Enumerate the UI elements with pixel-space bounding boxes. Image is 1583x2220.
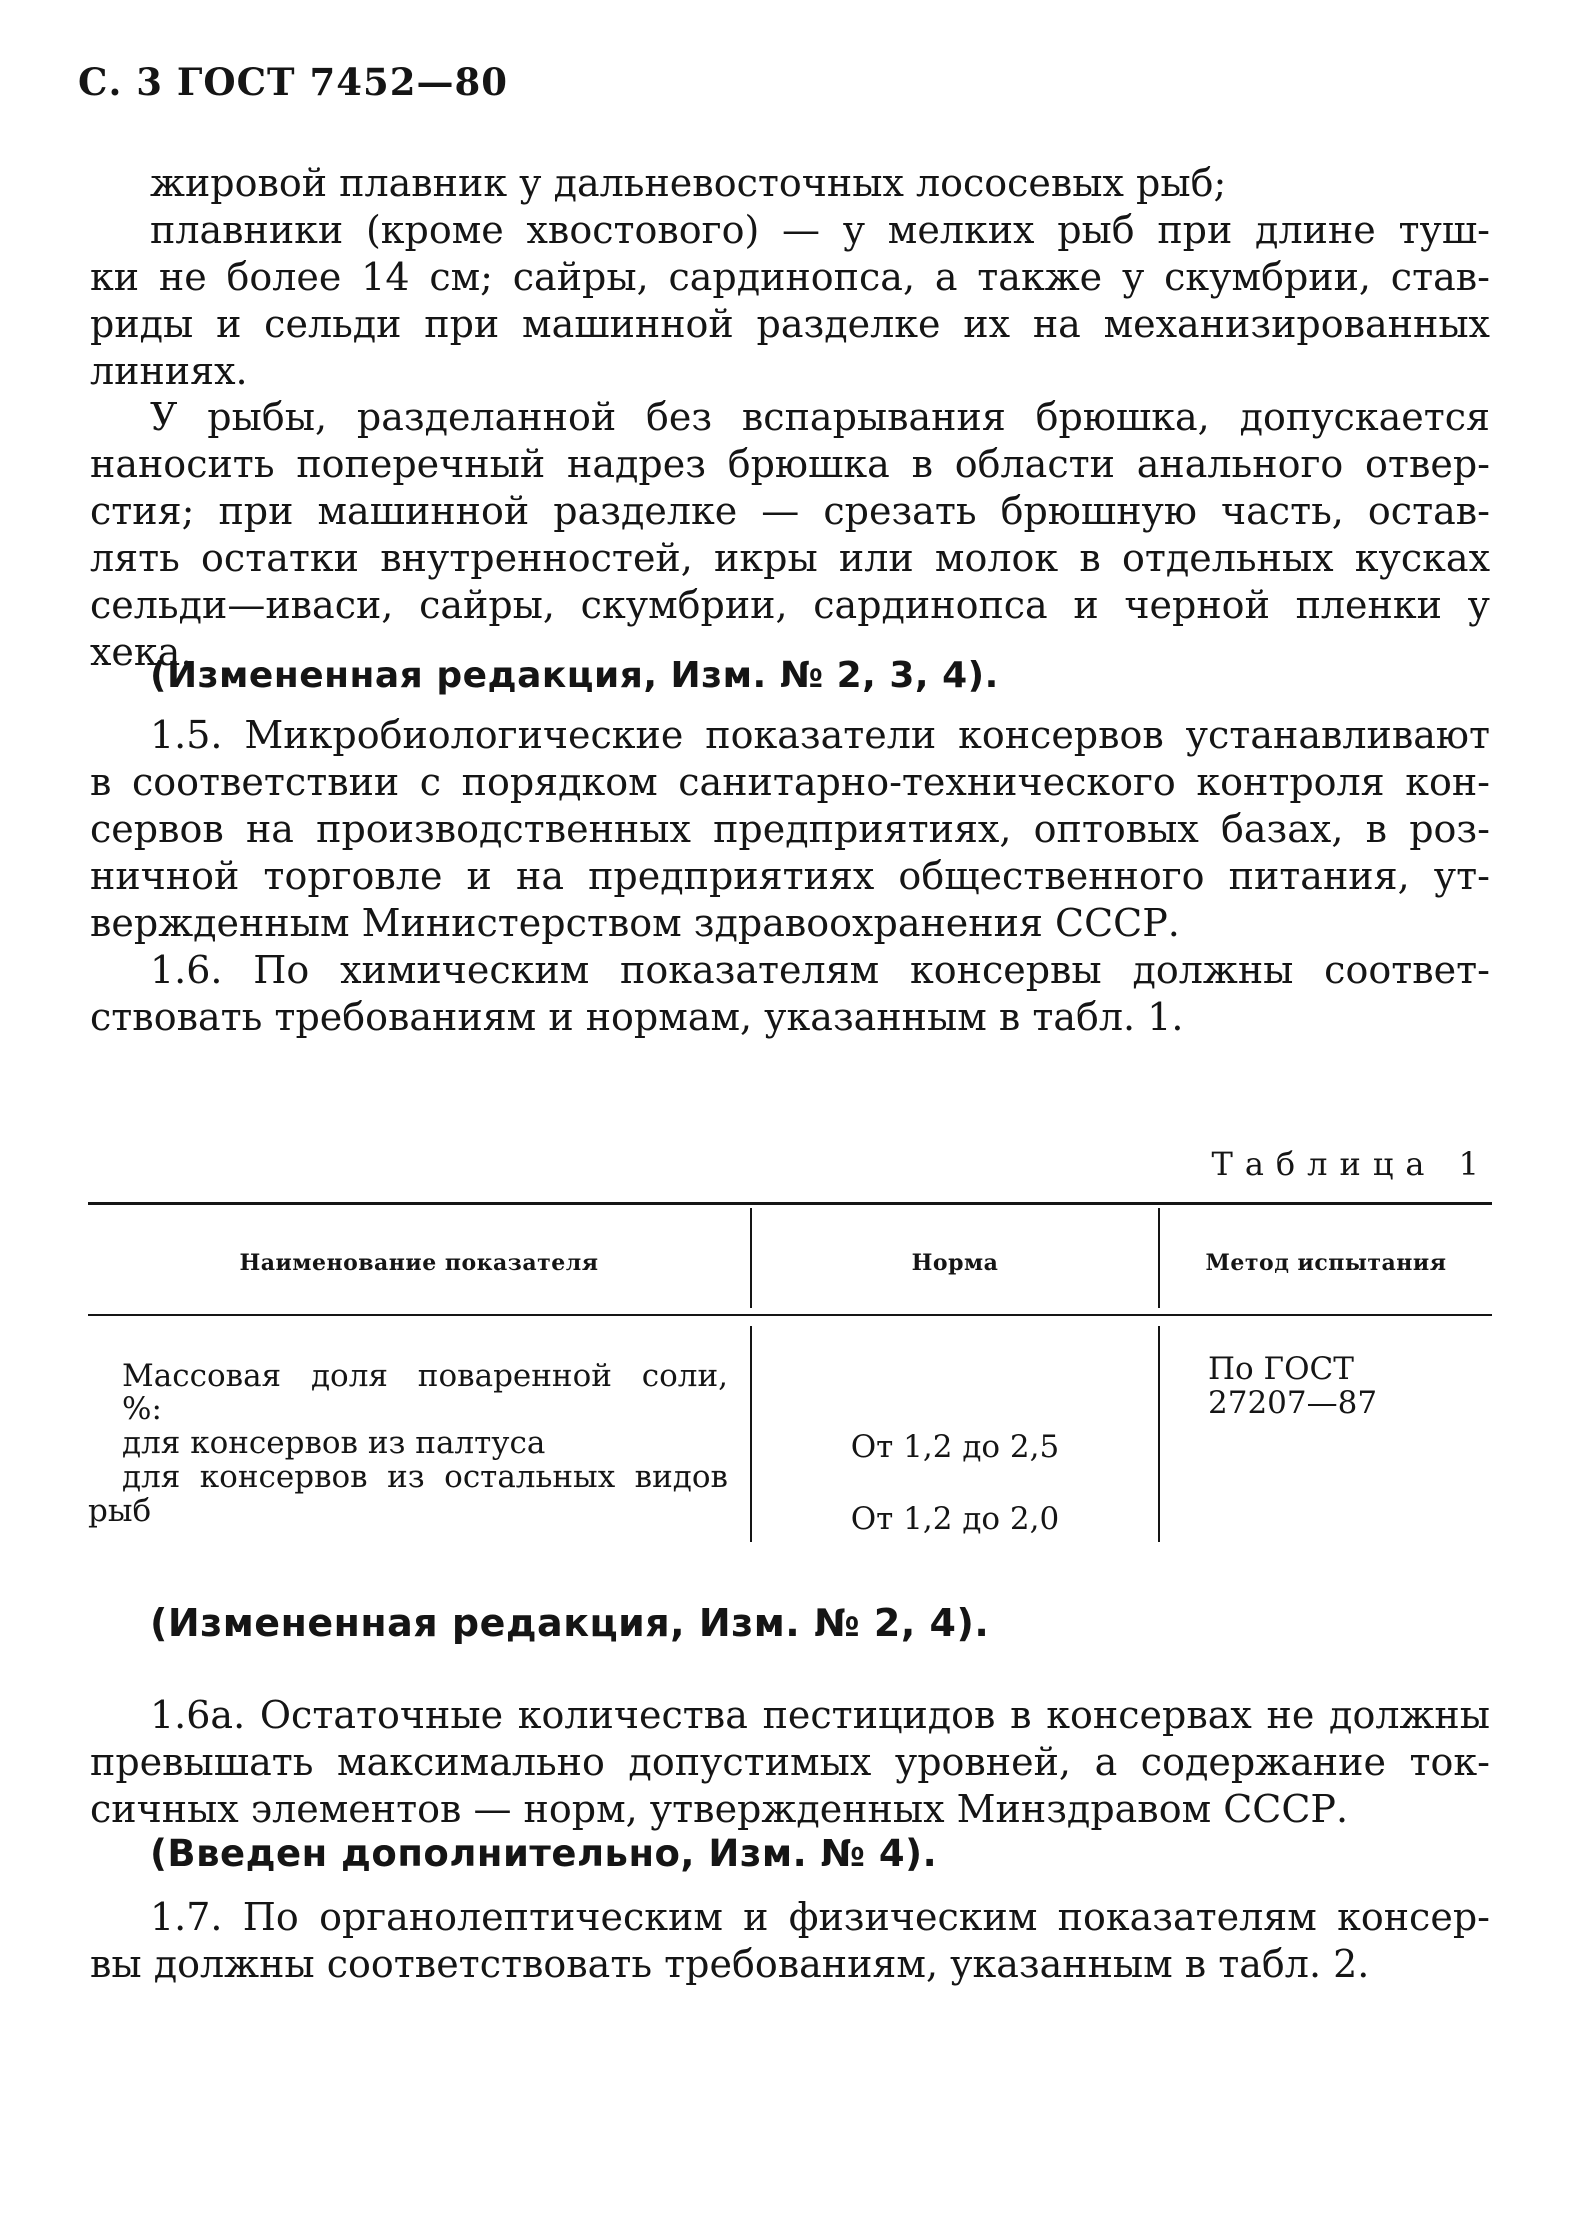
cell-norm: От 1,2 до 2,0 [850, 1501, 1060, 1537]
paragraph-1-6a [150, 1692, 1490, 1739]
revision-note-1: (Измененная редакция, Изм. № 2, 3, 4). [150, 655, 999, 696]
text-line: У рыбы, разделанной без вспарывания брюшка, допускается [150, 395, 1490, 439]
text-line: ки не более 14 см; сайры, сардинопса, а также у скумбрии, став- [90, 255, 1490, 299]
paragraph-1-7 [150, 1894, 1490, 1941]
text-line: ствовать требованиям и нормам, указанным в табл. 1. [90, 995, 1184, 1039]
table-header-rule [88, 1314, 1492, 1316]
text-line: лять остатки внутренностей, икры или молок в отдельных кусках [90, 536, 1490, 580]
revision-note-2: (Измененная редакция, Изм. № 2, 4). [150, 1601, 990, 1645]
cell-name-line: Массовая доля поваренной соли, [122, 1358, 728, 1394]
text-line: вержденным Министерством здравоохранения СССР. [90, 901, 1180, 945]
text-line: ничной торговле и на предприятиях общественного питания, ут- [90, 854, 1490, 898]
cell-name-line: для консервов из остальных видов [122, 1459, 728, 1495]
column-header-method: Метод испытания [1205, 1250, 1447, 1276]
paragraph-1-6a-cont [90, 1739, 1490, 1833]
cell-name-line: рыб [88, 1493, 152, 1529]
text-line: 1.6а. Остаточные количества пестицидов в консервах не должны [150, 1693, 1490, 1737]
paragraph-1-5-cont [90, 759, 1490, 947]
text-line: риды и сельди при машинной разделке их на механизированных [90, 302, 1490, 346]
text-line: сичных элементов — норм, утвержденных Минздравом СССР. [90, 1787, 1349, 1831]
text-line: 1.7. По органолептическим и физическим показателям консер- [150, 1895, 1490, 1939]
revision-note-3: (Введен дополнительно, Изм. № 4). [150, 1832, 938, 1875]
column-header-norm: Норма [911, 1250, 999, 1276]
text-line: плавники (кроме хвостового) — у мелких рыб при длине туш- [150, 208, 1490, 252]
text-line: вы должны соответствовать требованиям, указанным в табл. 2. [90, 1942, 1370, 1986]
paragraph-1-7-cont [90, 1941, 1490, 1988]
cell-method-line: По ГОСТ [1208, 1351, 1354, 1387]
text-block-1c [150, 394, 1490, 441]
cell-name-line: %: [122, 1391, 162, 1427]
text-line: наносить поперечный надрез брюшка в области анального отвер- [90, 442, 1490, 486]
text-line: хека. [90, 630, 193, 674]
text-line: 1.6. По химическим показателям консервы должны соответ- [150, 948, 1490, 992]
text-block-1d [90, 441, 1490, 676]
text-line: стия; при машинной разделке — срезать брюшную часть, остав- [90, 489, 1490, 533]
text-line: в соответствии с порядком санитарно-технического контроля кон- [90, 760, 1490, 804]
text-line: жировой плавник у дальневосточных лососевых рыб; [150, 161, 1227, 205]
text-block-1b [90, 254, 1490, 395]
column-divider [1158, 1326, 1160, 1542]
text-line: линиях. [90, 349, 248, 393]
table-caption: Таблица 1 [1211, 1145, 1491, 1183]
table-1 [88, 1202, 1492, 1537]
text-block-1 [150, 160, 1490, 254]
text-line: сервов на производственных предприятиях, оптовых базах, в роз- [90, 807, 1490, 851]
page-header: С. 3 ГОСТ 7452—80 [78, 60, 508, 104]
column-header-name: Наименование показателя [239, 1250, 599, 1276]
text-line: 1.5. Микробиологические показатели консервов устанавливают [150, 713, 1490, 757]
table-top-rule [88, 1202, 1492, 1205]
cell-name-line: для консервов из палтуса [122, 1425, 546, 1461]
paragraph-1-6 [150, 947, 1490, 994]
paragraph-1-5 [150, 712, 1490, 759]
text-line: сельди—иваси, сайры, скумбрии, сардинопса и черной пленки у [90, 583, 1490, 627]
cell-norm: От 1,2 до 2,5 [850, 1429, 1060, 1465]
paragraph-1-6-cont [90, 994, 1490, 1041]
cell-method-line: 27207—87 [1208, 1385, 1378, 1421]
text-line: превышать максимально допустимых уровней, а содержание ток- [90, 1740, 1490, 1784]
